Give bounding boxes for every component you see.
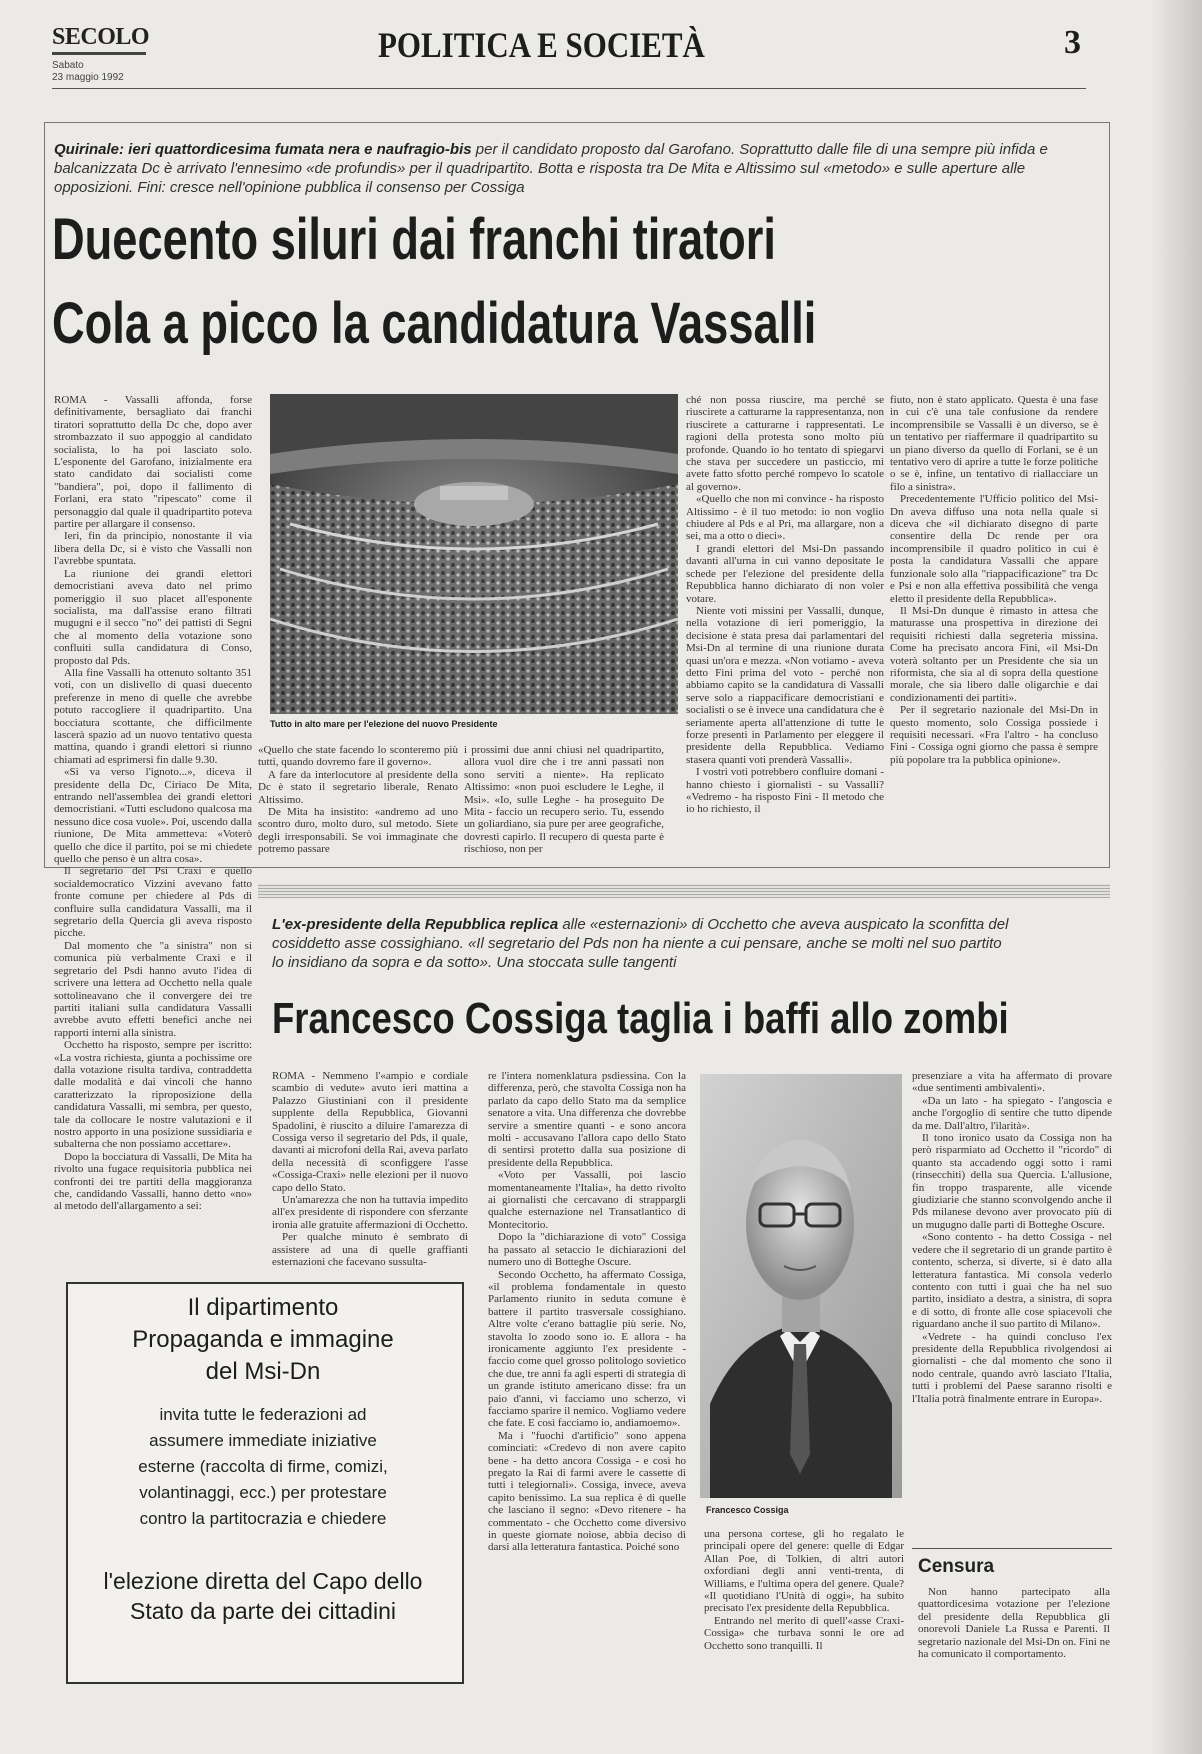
second-paragraph: ROMA - Nemmeno l'«ampio e cordiale scambio di vedute» avuto ieri mattina a Palazzo Giustiniani con il presidente supplente della Repubblica, Giovanni Spadolini, è riuscito a diluire l'amarezza di Cossiga verso il segretario del Pds, il quale, davanti ai microfoni della Rai, aveva parlato della necessità di sconfiggere l'asse «Cossiga-Craxi» nelle elezioni per il nuovo capo dello Stato. xyxy=(272,1070,468,1194)
second-paragraph: Per qualche minuto è sembrato di assistere ad una di quelle graffianti esternazioni che facevano sussulta- xyxy=(272,1231,468,1269)
lead-paragraph: Per il segretario nazionale del Msi-Dn in questo momento, solo Cossiga possiede i requisiti necessari. «Fra l'altro - ha concluso Fini - Cossiga ogni giorno che passa è sempre più popolare tra la pubblica opinione». xyxy=(890,704,1098,766)
censura-paragraph: Non hanno partecipato alla quattordicesima votazione per l'elezione del presidente della Repubblica gli onorevoli Daniele La Russa e Parenti. Il segretario nazionale del Msi-Dn on. Fini ne ha comunicato il comportamento. xyxy=(918,1586,1110,1661)
lead-paragraph: ROMA - Vassalli affonda, forse definitivamente, bersagliato dai franchi tiratori soprattutto della Dc che, dopo aver strombazzato il suo appoggio al candidato socialista, lo ha poi lasciato solo. L'esponente del Garofano, inizialmente era stato candidato dai socialisti come "bandiera", poi, dopo il fallimento di Forlani, era stato "ripescato" come il personaggio dal quale il quadripartito poteva partire per allargare il consenso. xyxy=(54,394,252,531)
second-kicker-bold: L'ex-presidente della Repubblica replica xyxy=(272,916,559,933)
paper-name: SECOLO xyxy=(52,24,150,50)
lead-paragraph: A fare da interlocutore al presidente della Dc è stato il segretario liberale, Renato Altissimo. xyxy=(258,768,458,806)
lead-paragraph: Il segretario del Psi Craxi e quello socialdemocratico Vizzini avevano fatto fronte comune per chiedere al Pds di confluire sulla candidatura Vassalli, ma il segretario della Quercia gli aveva risposto picche. xyxy=(54,865,252,940)
lead-column-2 xyxy=(258,744,458,872)
lead-paragraph: «Quello che non mi convince - ha risposto Altissimo - è il tuo metodo: io non voglio chiudere al Pds e al Pri, ma allargare, non a sei, ma a otto o dieci». xyxy=(686,493,884,543)
lead-paragraph: «Si va verso l'ignoto...», diceva il presidente della Dc, Ciriaco De Mita, entrando nell'assemblea dei grandi elettori democristiani. «Tutti escludono qualcosa ma nessuno dice cosa vuole». Poi, uscendo dalla riunione, De Mita ammetteva: «Voterò quello che dice il partito, poi se mi chiedete quello che penso è un altra cosa». xyxy=(54,766,252,866)
lead-paragraph: fiuto, non è stato applicato. Questa è una fase in cui c'è una tale confusione da rendere incomprensibile se Vassalli è un diverso, se è un tentativo per riaffermare il quadripartito su un piano diverso da quello di Forlani, se è un tentativo vero di aprire a tutte le forze politiche o se è, infine, un tentativo di riallacciare un filo a sinistra». xyxy=(890,394,1098,493)
parliament-photo-caption: Tutto in alto mare per l'elezione del nuovo Presidente xyxy=(270,719,498,729)
lead-paragraph: Dal momento che "a sinistra" non si comunica più verbalmente Craxi e il segretario del Psdi hanno avuto l'idea di scrivere una lettera ad Occhetto nella quale sottolineavano che il convergere dei tre partiti italiani sulla candidatura Vassalli avrebbe avuto effetti benefici anche nei rapporti interni alla sinistra. xyxy=(54,939,252,1039)
second-paragraph: Il tono ironico usato da Cossiga non ha però risparmiato ad Occhetto il "ricordo" di quanto sta accadendo oggi sotto i rami (rinsecchiti) della sua Quercia. L'allusione, fin troppo trasparente, alle vicende giudiziarie che stanno sconvolgendo anche il Pds milanese devono aver provocato più di un mugugno dalle parti di Botteghe Oscure. xyxy=(912,1132,1112,1231)
second-column-a xyxy=(272,1070,468,1306)
lead-paragraph: Ieri, fin da principio, nonostante il via libera della Dc, si è visto che Vassalli non l'avrebbe spuntata. xyxy=(54,530,252,568)
censura-rule xyxy=(912,1548,1112,1549)
second-column-b xyxy=(488,1070,686,1678)
masthead-date: 23 maggio 1992 xyxy=(52,72,124,83)
second-kicker-text: alle «esternazioni» di Occhetto che aveva auspicato la sconfitta del cosiddetto asse cossighiano. «Il segretario del Pds non ha niente a cui pensare, anche se molti nel suo partito lo insidiano da sopra e da sotto». Una stoccata sulle tangenti xyxy=(272,916,1009,971)
masthead-rule xyxy=(52,88,1086,89)
second-headline: Francesco Cossiga taglia i baffi allo zombi xyxy=(272,994,1009,1043)
page-edge xyxy=(1150,0,1202,1754)
msi-ad-body: invita tutte le federazioni ad assumere immediate iniziative esterne (raccolta di firme, comizi, volantinaggi, ecc.) per protestare contro la partitocrazia e chiedere xyxy=(138,1405,388,1528)
second-paragraph: presenziare a vita ha affermato di provare «due sentimenti ambivalenti». xyxy=(912,1070,1112,1095)
lead-column-5 xyxy=(890,394,1098,872)
second-paragraph: Un'amarezza che non ha tuttavia impedito all'ex presidente di rispondere con sferzante ironia alle gratuite affermazioni di Occhetto. xyxy=(272,1194,468,1231)
cossiga-photo-caption: Francesco Cossiga xyxy=(706,1505,789,1515)
second-paragraph: «Voto per Vassalli, poi lascio momentaneamente l'Italia», ha detto rivolto ai giornalisti che cercavano di strappargli qualche esternazione nel Transatlantico di Montecitorio. xyxy=(488,1169,686,1231)
censura-text xyxy=(918,1586,1110,1678)
cossiga-photo xyxy=(700,1074,902,1498)
second-column-c xyxy=(704,1528,904,1676)
lead-column-1 xyxy=(54,394,252,1213)
lead-paragraph: I grandi elettori del Msi-Dn passando davanti all'urna in cui vanno depositate le schede per l'elezione del presidente della Repubblica hanno dichiarato di non voler votare. xyxy=(686,542,884,605)
msi-ad-heading xyxy=(66,1292,460,1388)
second-column-d xyxy=(912,1070,1112,1540)
parliament-photo-image xyxy=(270,394,678,714)
lead-paragraph: i prossimi due anni chiusi nel quadripartito, allora vuol dire che i tre anni passati non sono serviti a niente». Ha replicato Altissimo: «non puoi escludere le Leghe, il Msi». «Io, sulle Leghe - ha proseguito De Mita - faccio un recupero serio. Tu, essendo un goliardiano, sia pure per aree geografiche, dovresti capirlo. Il recupero di questa parte è rischioso, non per xyxy=(464,744,664,856)
msi-ad-line2: Propaganda e immagine xyxy=(132,1326,394,1353)
section-title: POLITICA E SOCIETÀ xyxy=(378,25,705,65)
censura-title: Censura xyxy=(918,1556,995,1577)
lead-paragraph: De Mita ha insistito: «andremo ad uno scontro duro, molto duro, sul metodo. Siete degli irresponsabili. Se voi immaginate che potremo passare xyxy=(258,806,458,856)
masthead-day: Sabato xyxy=(52,60,84,71)
cossiga-photo-image xyxy=(700,1074,902,1498)
parliament-photo xyxy=(270,394,678,714)
lead-column-4 xyxy=(686,394,884,872)
lead-paragraph: «Quello che state facendo lo sconteremo più tutti, quando dovremo fare il governo». xyxy=(258,744,458,769)
second-kicker xyxy=(272,915,1012,972)
lead-headline-line1: Duecento siluri dai franchi tiratori xyxy=(52,207,776,272)
lead-kicker-text: per il candidato proposto dal Garofano. Soprattutto dalle file di una sempre più infida e balcanizzata Dc è arrivato l'ennesimo «de profundis» per il quadripartito. Botta e risposta tra De Mita e Altissimo sul «metodo» e sulle aperture alle opposizioni. Fini: cresce nell'opinione pubblica il consenso per Cossiga xyxy=(54,141,1048,196)
lead-paragraph: Niente voti missini per Vassalli, dunque, nella votazione di ieri pomeriggio, la decisione è stata presa dai parlamentari del Msi-Dn al termine di una riunione durata quasi un'ora e mezza. «Non votiamo - aveva detto Fini prima del voto - perché non abbiamo capito se la candidatura di Vassalli serve solo a riappacificare democristiani e socialisti o se è invece una candidatura che è seriamente aperta all'attenzione di tutte le forze presenti in Parlamento per eleggere il presidente della Repubblica. Vediamo stasera quanti voti prenderà Vassalli». xyxy=(686,604,884,766)
second-paragraph: Secondo Occhetto, ha affermato Cossiga, «il problema fondamentale in questo Parlamento riunito in seduta comune è battere il partito trasversale cossighiano. Altre volte c'erano battaglie più serie. No, stavolta lo zoodo sono io. E allora - ha ironicamente aggiunto l'ex presidente - faccio come quel grosso politologo sovietico che due, tre anni fa agli esperti di strategia di un grande istituto americano disse: fra un paio d'anni, vi facciamo uno scherzo, vi facciamo sparire il nemico. Vogliamo vedere che fate. E così facciamo io, andiamoemo». xyxy=(488,1268,686,1430)
msi-ad-line1: Il dipartimento xyxy=(187,1294,339,1321)
page-number: 3 xyxy=(1064,24,1081,61)
lead-headline-line2: Cola a picco la candidatura Vassalli xyxy=(52,291,817,356)
second-paragraph: una persona cortese, gli ho regalato le principali opere del genere: quelle di Edgar Allan Poe, di Tolkien, di altri autori oxfordiani degli anni venti-trenta, di Williams, e l'ultima opera del genere. Quale? «Il quotidiano l'Unità di oggi», ha subito precisato l'ex presidente della Repubblica. xyxy=(704,1528,904,1615)
second-paragraph: Ma i "fuochi d'artificio" sono appena cominciati: «Credevo di non avere capito bene - ha detto ancora Cossiga - e così ho pregato la Rai di farmi avere le cassette di tutti i telegiornali». Cossiga, invece, aveva capito benissimo. La sua replica è di quelle che lasciano il segno: «Devo ritenere - ha commentato - che Occhetto come diversivo in queste giornate noiose, abbia deciso di darsi alla letteratura fantastica. Poiché sono xyxy=(488,1429,686,1554)
lead-column-3 xyxy=(464,744,664,872)
lead-paragraph: Occhetto ha risposto, sempre per iscritto: «La vostra richiesta, giunta a pochissime ore dalla votazione risulta tardiva, contraddetta dalle modalità e dai vincoli che hanno caratterizzato la riproposizione della candidatura Vassalli, mi sembra, per questo, tale da collocare le nostre valutazioni e il nostro apporto in una posizione sussidiaria e subalterna che non possiamo accettare». xyxy=(54,1039,252,1151)
story-separator xyxy=(258,884,1110,898)
second-paragraph: Dopo la "dichiarazione di voto" Cossiga ha passato al setaccio le dichiarazioni del numero uno di Botteghe Oscure. xyxy=(488,1231,686,1269)
lead-paragraph: Il Msi-Dn dunque è rimasto in attesa che maturasse una prospettiva in direzione dei requisiti richiesti dalla segreteria missina. Come ha precisato ancora Fini, «il Msi-Dn voterà soltanto per un Presidente che sia un riformista, che sia al di sopra della questione morale, che sia libero dalle oligarchie e dai condizionamenti dei partiti». xyxy=(890,604,1098,704)
lead-paragraph: I vostri voti potrebbero confluire domani - hanno chiesto i giornalisti - su Vassalli? «Vedremo - ha risposto Fini - Il metodo che io ho richiesto, il xyxy=(686,766,884,816)
second-paragraph: «Sono contento - ha detto Cossiga - nel vedere che il segretario di un grande partito è contento, scherza, si diverte, si è dato alla letteratura fantastica. Mi consola vederlo contento con tutti i guai che ha nel suo partito, insidiato a destra, a sinistra, di sopra e di sotto, di fronte alle cose spiacevoli che riguardano anche il suo partito di Milano». xyxy=(912,1231,1112,1331)
msi-ad-closing: l'elezione diretta del Capo dello Stato da parte dei cittadini xyxy=(103,1568,423,1624)
paper-name-underline xyxy=(52,52,146,55)
lead-paragraph: Precedentemente l'Ufficio politico del Msi-Dn aveva diffuso una nota nella quale si diceva che «il dichiarato disegno di parte consentire della Dc rende per ora incomprensibile il quadro politico in cui è posta la candidatura Vassalli che appare funzionale solo alla "riappacificazione" tra Dc e Psi e non alla effettiva possibilità che venga eletto il presidente della Repubblica». xyxy=(890,493,1098,605)
second-paragraph: «Da un lato - ha spiegato - l'angoscia e anche l'orgoglio di sentire che tutto dipende da me. Dall'altro, l'ilarità». xyxy=(912,1094,1112,1132)
lead-kicker-bold: Quirinale: ieri quattordicesima fumata nera e naufragio-bis xyxy=(54,141,472,158)
lead-paragraph: Alla fine Vassalli ha ottenuto soltanto 351 voti, con un dislivello di quasi duecento preferenze in meno di quelle che avrebbe potuto raccogliere il quadripartito. Una bocciatura scottante, che difficilmente lascerà spazio ad un nuovo tentativo questa mattina, quando i grandi elettori si riunno chiamati ad esprimersi fin dalle 9.30. xyxy=(54,666,252,766)
second-paragraph: «Vedrete - ha quindi concluso l'ex presidente della Repubblica rivolgendosi ai giornalisti - che dal momento che sono il nodo centrale, quando avrò lasciato l'Italia, tutti i problemi del Paese saranno risolti e l'Italia potrà finalmente entrare in Europa». xyxy=(912,1330,1112,1405)
msi-ad-line3: del Msi-Dn xyxy=(205,1358,321,1385)
second-paragraph: Entrando nel merito di quell'«asse Craxi-Cossiga» che turbava sonni le ore ad Occhetto sono tranquilli. Il xyxy=(704,1614,904,1652)
lead-paragraph: ché non possa riuscire, ma perché se riuscirete a catturarne la rappresentanza, non riuscirete a catturarne i rappresentati. Le ragioni della protesta sono molto più profonde. Quando io ho tentato di spiegarvi che stava per succedere un pasticcio, mi avete fatto sfotto perché rompevo lo scatole al governo». xyxy=(686,394,884,493)
lead-paragraph: Dopo la bocciatura di Vassalli, De Mita ha rivolto una fugace requisitoria pubblica nei confronti dei tre partiti della maggioranza che, candidando Vassalli, hanno detto «no» al metodo dell'allargamento a sei: xyxy=(54,1150,252,1213)
lead-paragraph: La riunione dei grandi elettori democristiani aveva dato nel primo pomeriggio il suo placet all'esponente socialista, ma dall'assise erano filtrati mugugni e il secco "no" dei pattisti di Segni che al momento della votazione sono confluiti sulla candidatura di Conso, proposto dal Pds. xyxy=(54,567,252,667)
second-paragraph: re l'intera nomenklatura psdiessina. Con la differenza, però, che stavolta Cossiga non ha parlato da capo dello Stato ma da semplice senatore a vita. Una differenza che dovrebbe servire a smentire quanti - e sono ancora molti - accusavano l'allora capo dello Stato di sentirsi protetto dalla sua posizione di presidente della Repubblica. xyxy=(488,1070,686,1169)
lead-kicker xyxy=(54,140,1054,197)
